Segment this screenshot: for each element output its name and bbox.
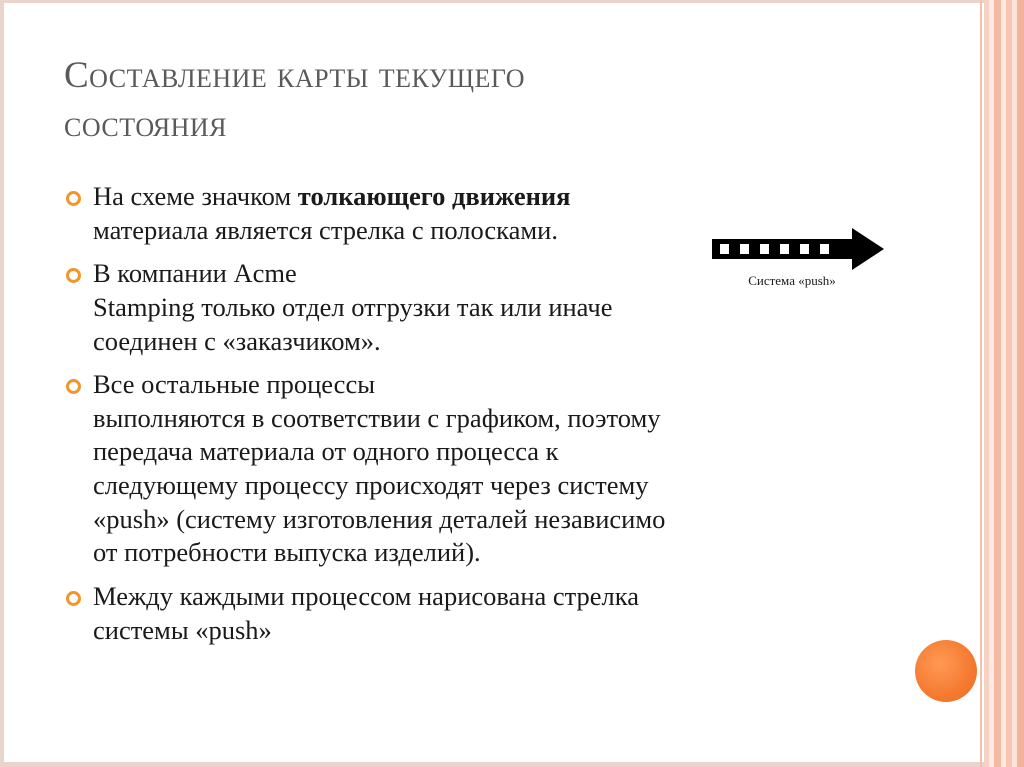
frame-bottom-border (0, 762, 1024, 767)
ring-bullet-icon (66, 268, 81, 283)
bullet-3-line-4: следующему процессу происходят через систему (93, 470, 649, 501)
bullet-3-line-1: Все остальные процессы (93, 369, 376, 400)
bullet-3-line-5: «push» (систему изготовления деталей независимо (93, 503, 666, 534)
ring-bullet-icon (66, 379, 81, 394)
slide-title-line-2: состояния (64, 103, 227, 145)
push-system-caption: Система «push» (748, 273, 836, 288)
bullet-3-line-2: выполняются в соответствии с графиком, поэтому (93, 402, 661, 433)
bullet-3-line-3: передача материала от одного процесса к (93, 436, 559, 467)
bullet-1-text-regular: На схеме значком (93, 181, 298, 211)
orange-circle-decoration (915, 640, 977, 702)
slide-title-line-1: Составление карты текущего (64, 55, 525, 96)
bullet-item-3 (64, 368, 854, 570)
bullet-1-line-1 (93, 180, 854, 214)
bullet-1-line-2: материала является стрелка с полосками. (93, 214, 558, 245)
frame-top-border (0, 0, 1024, 3)
slide-title (64, 52, 764, 150)
frame-left-border (0, 0, 4, 767)
striped-push-arrow-icon (712, 226, 892, 272)
push-system-figure (712, 226, 892, 296)
bullet-3-line-6: от потребности выпуска изделий). (93, 537, 481, 568)
bullet-item-4 (64, 580, 854, 647)
decorative-right-stripes (984, 0, 1024, 767)
frame-right-line (980, 0, 982, 767)
ring-bullet-icon (66, 591, 81, 606)
bullet-4-line-1: Между каждыми процессом нарисована стрелка (93, 581, 640, 612)
bullet-1-text-bold: толкающего движения (297, 181, 571, 211)
bullet-2-line-1: В компании Acme (93, 258, 297, 289)
bullet-4-line-2: системы «push» (93, 614, 272, 645)
ring-bullet-icon (66, 191, 81, 206)
bullet-2-line-2: Stamping только отдел отгрузки так или иначе (93, 291, 613, 322)
bullet-2-line-3: соединен с «заказчиком». (93, 325, 381, 356)
